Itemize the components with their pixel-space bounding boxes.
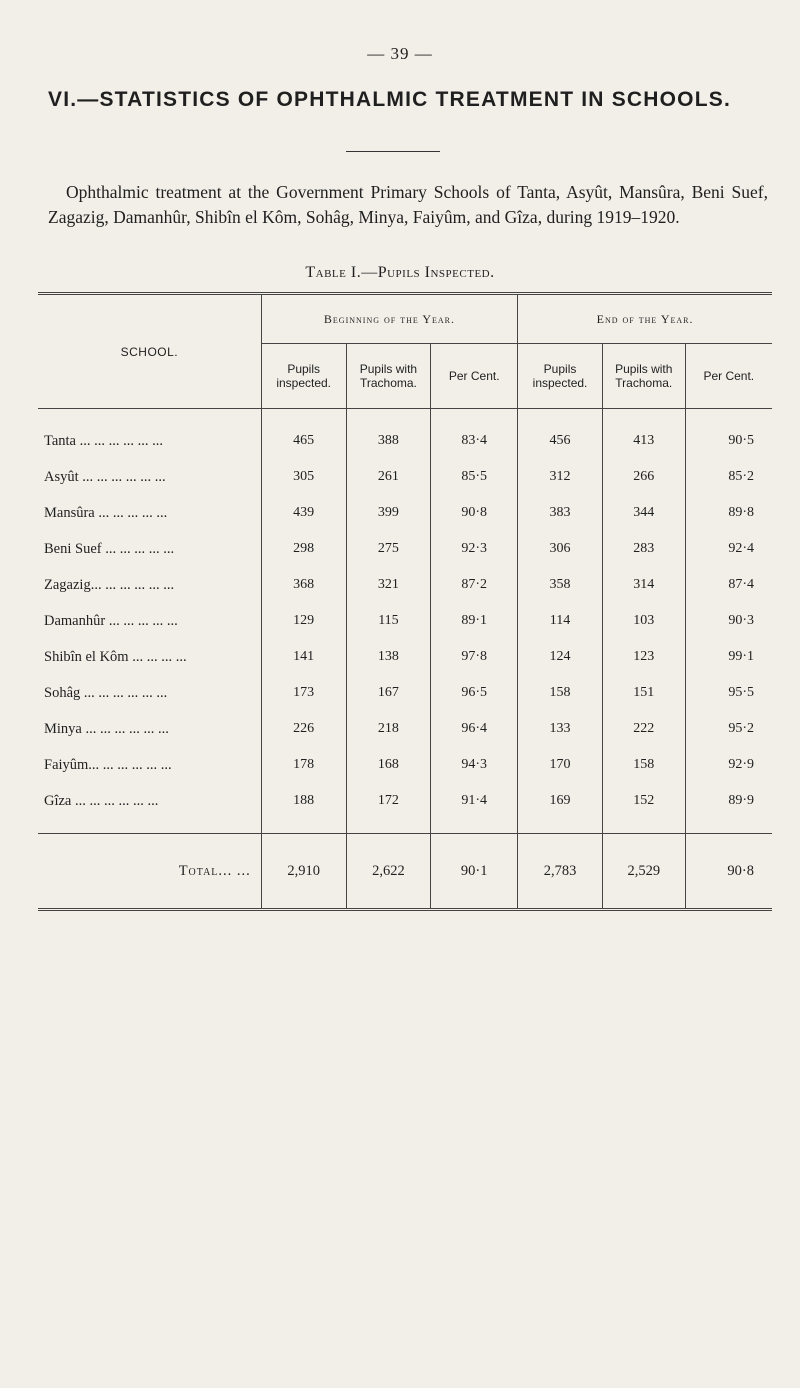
end-percent-cell: 95·2: [685, 711, 772, 747]
end-percent-cell: 89·9: [685, 783, 772, 834]
end-inspected-cell: 383: [518, 495, 603, 531]
beginning-trachoma-cell: 115: [346, 603, 431, 639]
beginning-trachoma-cell: 218: [346, 711, 431, 747]
beginning-percent-cell: 85·5: [431, 459, 518, 495]
school-name: Sohâg ... ... ... ... ... ...: [44, 684, 168, 701]
end-inspected-cell: 169: [518, 783, 603, 834]
beginning-percent-cell: 96·5: [431, 675, 518, 711]
end-percent-cell: 99·1: [685, 639, 772, 675]
beginning-percent-cell: 90·8: [431, 495, 518, 531]
statistics-table: [38, 295, 772, 908]
end-trachoma-cell: 413: [602, 409, 685, 460]
end-inspected-cell: 358: [518, 567, 603, 603]
end-percent-cell: 87·4: [685, 567, 772, 603]
beginning-trachoma-cell: 172: [346, 783, 431, 834]
end-of-year-header: End of the Year.: [518, 295, 772, 344]
total-end-trachoma: 2,529: [602, 834, 685, 909]
end-percent-cell: 95·5: [685, 675, 772, 711]
table-row: [38, 459, 772, 495]
page-number: — 39 —: [367, 44, 433, 63]
end-trachoma-cell: 158: [602, 747, 685, 783]
beginning-trachoma-cell: 388: [346, 409, 431, 460]
beginning-inspected-cell: 305: [261, 459, 346, 495]
beginning-trachoma-cell: 261: [346, 459, 431, 495]
end-trachoma-cell: 283: [602, 531, 685, 567]
beginning-percent-cell: 91·4: [431, 783, 518, 834]
beginning-inspected-cell: 188: [261, 783, 346, 834]
beginning-inspected-cell: 178: [261, 747, 346, 783]
beginning-inspected-cell: 298: [261, 531, 346, 567]
end-trachoma-cell: 314: [602, 567, 685, 603]
beginning-inspected-cell: 173: [261, 675, 346, 711]
end-trachoma-cell: 103: [602, 603, 685, 639]
beginning-percent-header: Per Cent.: [431, 344, 518, 409]
school-name: Asyût ... ... ... ... ... ...: [44, 468, 166, 485]
end-inspected-cell: 312: [518, 459, 603, 495]
total-label: Total... ...: [38, 834, 261, 909]
table-row: [38, 531, 772, 567]
table-row: [38, 567, 772, 603]
table-row: [38, 409, 772, 460]
beginning-trachoma-cell: 399: [346, 495, 431, 531]
table-row: [38, 495, 772, 531]
table-row: [38, 639, 772, 675]
table-row: [38, 603, 772, 639]
end-percent-cell: 92·4: [685, 531, 772, 567]
end-inspected-cell: 114: [518, 603, 603, 639]
end-inspected-cell: 124: [518, 639, 603, 675]
total-beginning-percent: 90·1: [431, 834, 518, 909]
table-row: [38, 747, 772, 783]
beginning-inspected-cell: 368: [261, 567, 346, 603]
beginning-trachoma-header: Pupils with Trachoma.: [346, 344, 431, 409]
beginning-inspected-cell: 465: [261, 409, 346, 460]
beginning-inspected-cell: 226: [261, 711, 346, 747]
heading-rule: [346, 151, 440, 152]
total-row: [38, 834, 772, 909]
beginning-trachoma-cell: 321: [346, 567, 431, 603]
end-percent-header: Per Cent.: [685, 344, 772, 409]
beginning-percent-cell: 83·4: [431, 409, 518, 460]
end-trachoma-header: Pupils with Trachoma.: [602, 344, 685, 409]
end-percent-cell: 90·3: [685, 603, 772, 639]
beginning-inspected-header: Pupils inspected.: [261, 344, 346, 409]
school-name: Gîza ... ... ... ... ... ...: [44, 792, 159, 809]
school-name: Tanta ... ... ... ... ... ...: [44, 432, 163, 449]
school-name: Damanhûr ... ... ... ... ...: [44, 612, 178, 629]
intro-paragraph: Ophthalmic treatment at the Government Primary Schools of Tanta, Asyût, Mansûra, Beni Suef, Zagazig, Damanhûr, Shibîn el Kôm, Sohâg, Minya, Faiyûm, and Gîza, during 1919–1920.: [48, 182, 768, 227]
table-row: [38, 675, 772, 711]
end-trachoma-cell: 266: [602, 459, 685, 495]
school-name: Zagazig... ... ... ... ... ...: [44, 576, 175, 593]
end-trachoma-cell: 123: [602, 639, 685, 675]
beginning-percent-cell: 94·3: [431, 747, 518, 783]
beginning-inspected-cell: 439: [261, 495, 346, 531]
total-beginning-trachoma: 2,622: [346, 834, 431, 909]
table-row: [38, 711, 772, 747]
beginning-percent-cell: 97·8: [431, 639, 518, 675]
beginning-inspected-cell: 129: [261, 603, 346, 639]
end-percent-cell: 90·5: [685, 409, 772, 460]
beginning-of-year-header: Beginning of the Year.: [261, 295, 517, 344]
end-trachoma-cell: 151: [602, 675, 685, 711]
beginning-inspected-cell: 141: [261, 639, 346, 675]
school-name: Beni Suef ... ... ... ... ...: [44, 540, 175, 557]
end-trachoma-cell: 222: [602, 711, 685, 747]
end-inspected-cell: 158: [518, 675, 603, 711]
end-inspected-cell: 170: [518, 747, 603, 783]
statistics-table-frame: [38, 292, 772, 911]
total-end-inspected: 2,783: [518, 834, 603, 909]
beginning-percent-cell: 87·2: [431, 567, 518, 603]
table-row: [38, 783, 772, 834]
end-percent-cell: 92·9: [685, 747, 772, 783]
school-name: Mansûra ... ... ... ... ...: [44, 504, 168, 521]
beginning-trachoma-cell: 168: [346, 747, 431, 783]
end-trachoma-cell: 344: [602, 495, 685, 531]
end-percent-cell: 85·2: [685, 459, 772, 495]
end-percent-cell: 89·8: [685, 495, 772, 531]
school-name: Minya ... ... ... ... ... ...: [44, 720, 169, 737]
end-inspected-cell: 456: [518, 409, 603, 460]
beginning-trachoma-cell: 275: [346, 531, 431, 567]
total-end-percent: 90·8: [685, 834, 772, 909]
beginning-trachoma-cell: 138: [346, 639, 431, 675]
end-inspected-cell: 133: [518, 711, 603, 747]
beginning-trachoma-cell: 167: [346, 675, 431, 711]
end-trachoma-cell: 152: [602, 783, 685, 834]
school-column-header: SCHOOL.: [38, 295, 261, 409]
school-name: Shibîn el Kôm ... ... ... ...: [44, 648, 187, 665]
table-title: Table I.—Pupils Inspected.: [305, 264, 495, 281]
beginning-percent-cell: 92·3: [431, 531, 518, 567]
section-heading: VI.—STATISTICS OF OPHTHALMIC TREATMENT IN SCHOOLS.: [48, 88, 731, 111]
beginning-percent-cell: 89·1: [431, 603, 518, 639]
total-beginning-inspected: 2,910: [261, 834, 346, 909]
beginning-percent-cell: 96·4: [431, 711, 518, 747]
school-name: Faiyûm... ... ... ... ... ...: [44, 756, 172, 773]
end-inspected-header: Pupils inspected.: [518, 344, 603, 409]
end-inspected-cell: 306: [518, 531, 603, 567]
